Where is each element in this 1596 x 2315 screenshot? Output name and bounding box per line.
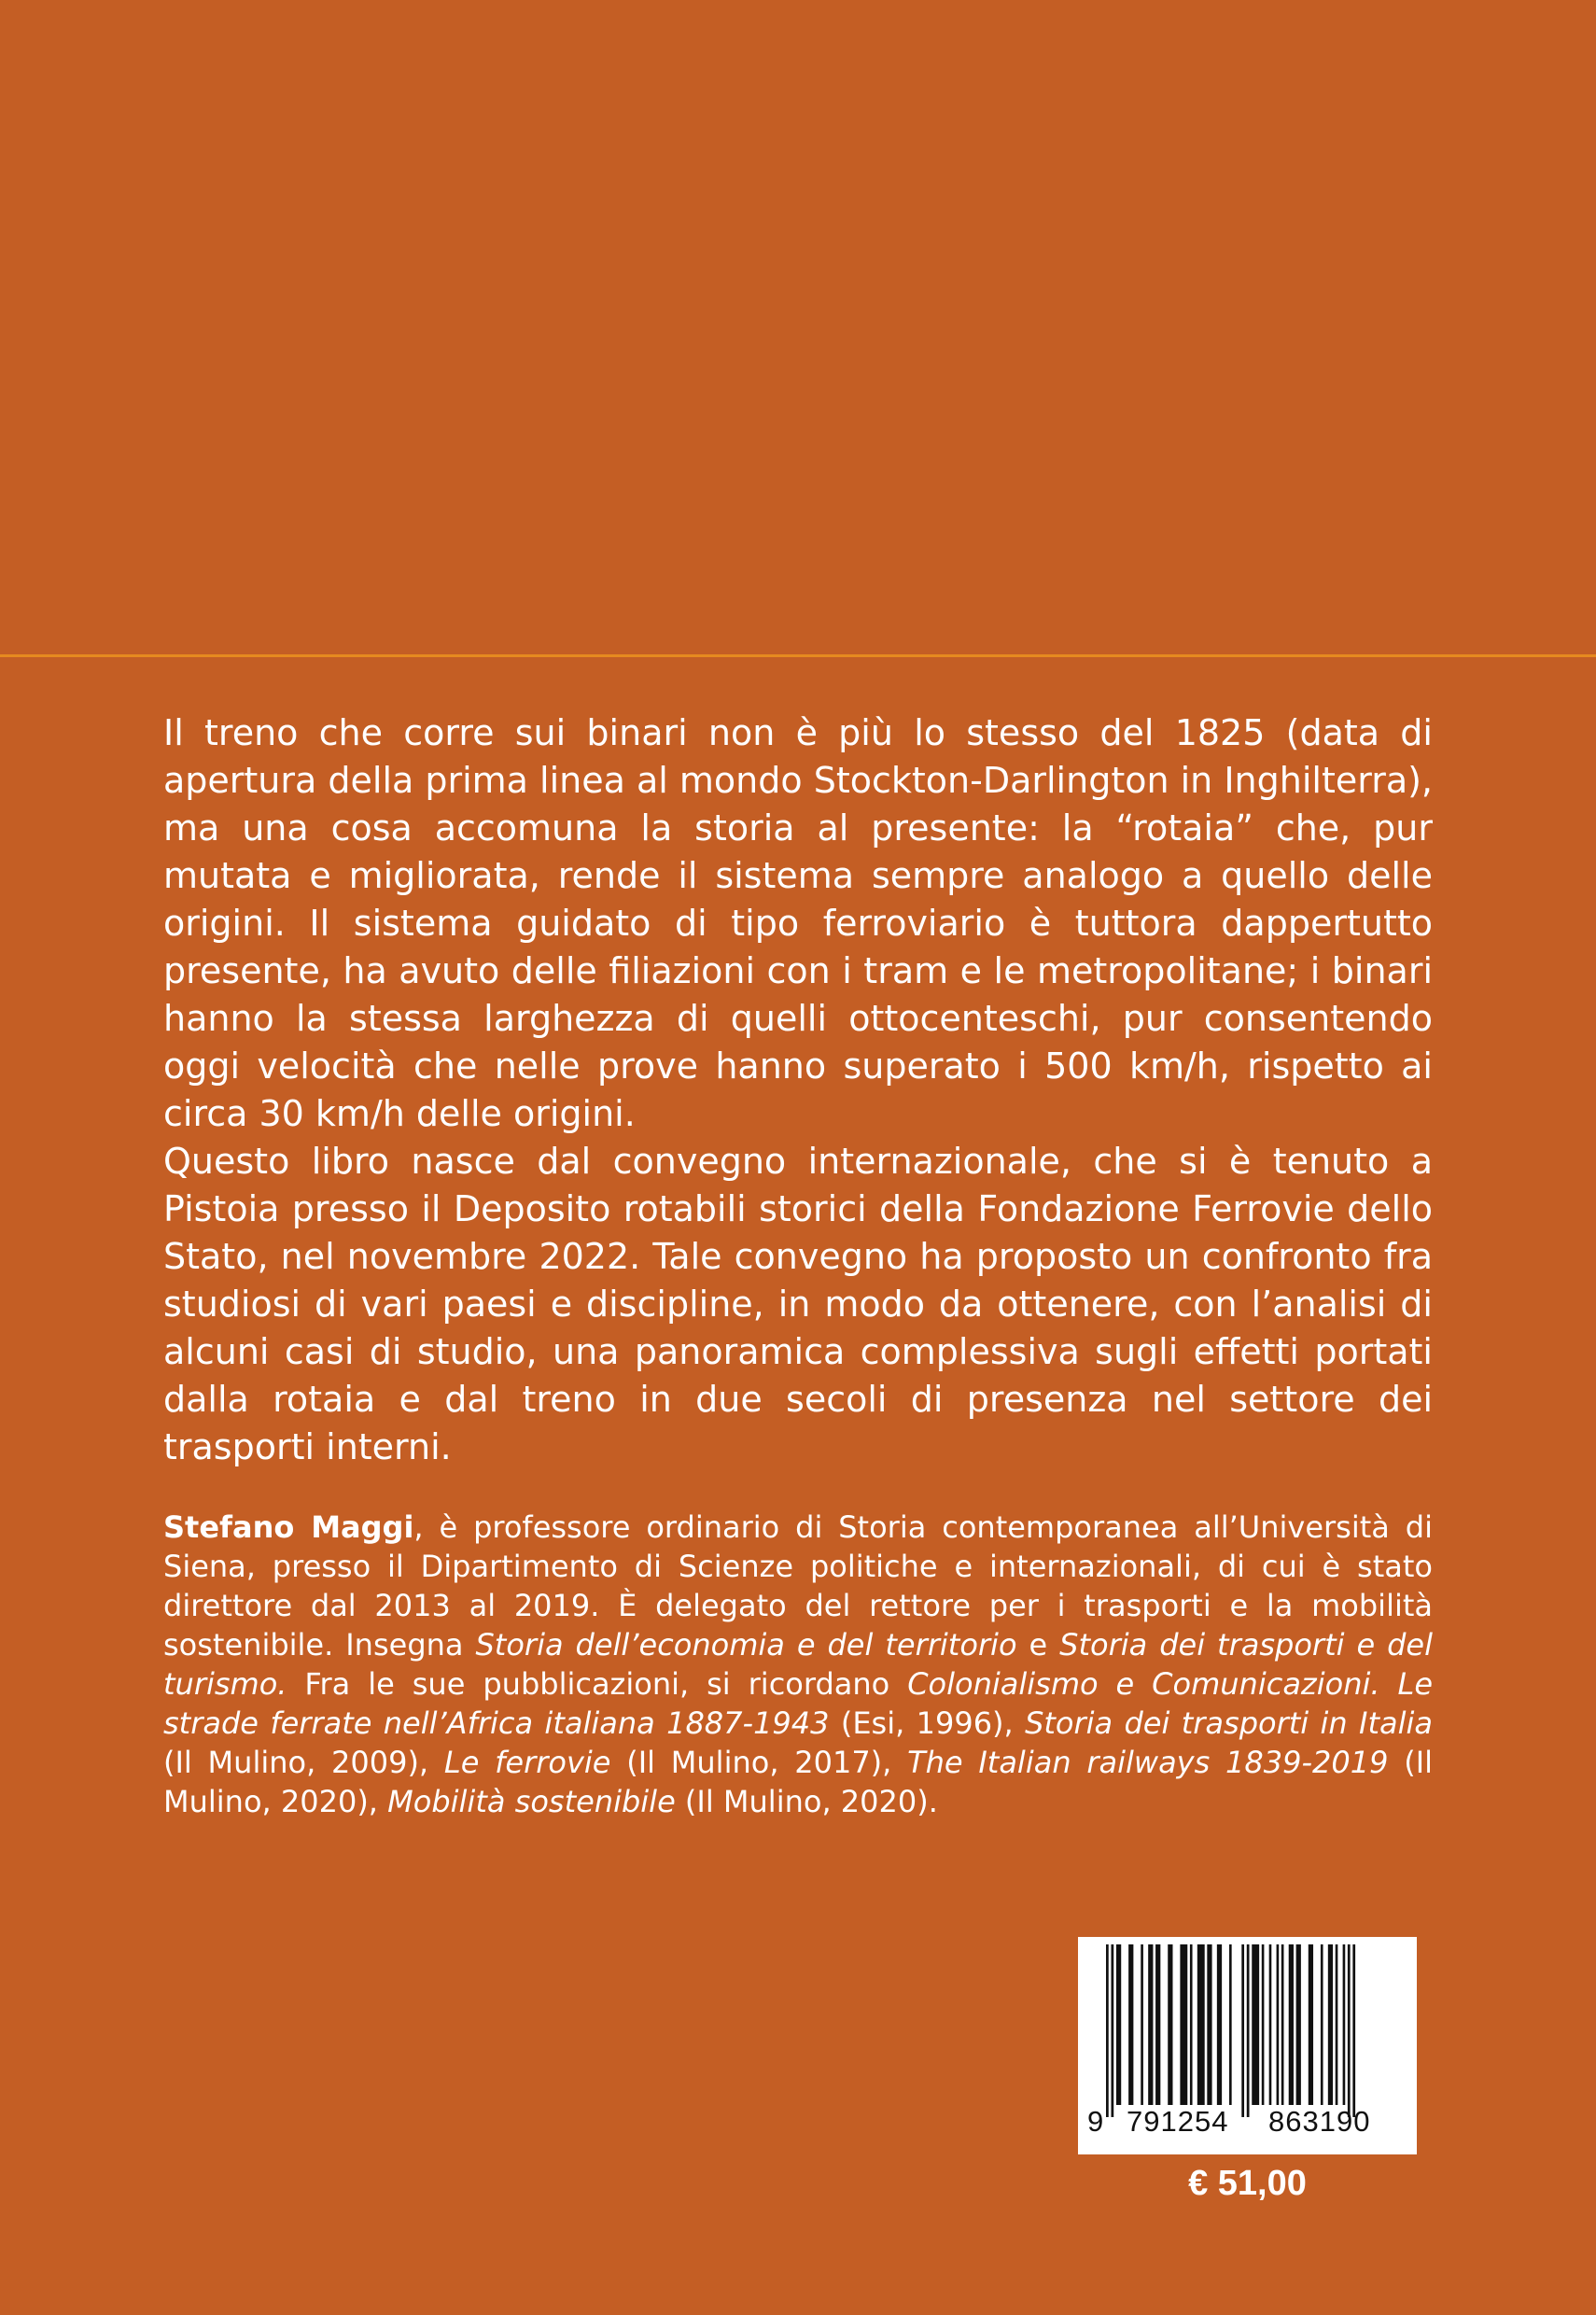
barcode-bar — [1197, 1944, 1205, 2105]
bio-text: (Il Mulino, 2020). — [675, 1784, 938, 1819]
barcode-bar — [1321, 1944, 1323, 2105]
barcode-bar — [1207, 1944, 1211, 2105]
barcode-bar — [1277, 1944, 1280, 2105]
isbn-digits-left: 791254 — [1127, 2105, 1229, 2138]
book-title: Le ferrovie — [443, 1745, 611, 1780]
book-title: Storia dei trasporti in Italia — [1025, 1705, 1434, 1741]
barcode-bar — [1348, 1944, 1351, 2117]
barcode-bar — [1262, 1944, 1265, 2105]
barcode-bar — [1247, 1944, 1250, 2117]
price: € 51,00 — [1188, 2164, 1307, 2203]
bio-text: (Esi, 1996), — [829, 1705, 1026, 1741]
barcode-bar — [1155, 1944, 1160, 2105]
blurb-text — [163, 709, 1433, 1471]
barcode-bar — [1269, 1944, 1272, 2105]
isbn-digit-first: 9 — [1087, 2105, 1105, 2138]
barcode-bar — [1111, 1944, 1113, 2117]
barcode-bar — [1352, 1944, 1355, 2117]
barcode-bar — [1217, 1944, 1222, 2105]
barcode-bar — [1343, 1944, 1346, 2105]
bio-text: e — [1016, 1627, 1060, 1663]
book-title: Colonialismo e Comunicazioni. Le strade ferrate nell’Africa italiana 1887-1943 — [163, 1666, 1434, 1741]
barcode-bar — [1190, 1944, 1193, 2105]
barcode-bar — [1141, 1944, 1143, 2105]
blurb-paragraph-1: Il treno che corre sui binari non è più lo stesso del 1825 (data di apertura della prima linea al mondo Stockton-Darlington in Inghilterra), ma una cosa accomuna la storia al presente: la “rotaia” che, pur mutata e migliorata, rende il sistema sempre analogo a quello delle origini. Il sistema guidato di tipo ferroviario è tuttora dappertutto presente, ha avuto delle filiazioni con i tram e le metropolitane; i binari hanno la stessa larghezza di quelli ottocenteschi, pur consentendo oggi velocità che nelle prove hanno superato i 500 km/h, rispetto ai circa 30 km/h delle origini. — [163, 712, 1434, 1134]
bio-text: (Il Mulino, 2009), — [163, 1745, 444, 1780]
barcode-bar — [1128, 1944, 1133, 2105]
barcode-bar — [1229, 1944, 1232, 2105]
isbn-digits-right: 863190 — [1268, 2105, 1371, 2138]
barcode-bar — [1281, 1944, 1284, 2105]
author-name: Stefano Maggi — [163, 1509, 414, 1545]
bio-text: (Il Mulino, 2020), — [163, 1745, 1434, 1819]
blurb-paragraph-2: Questo libro nasce dal convegno internazionale, che si è tenuto a Pistoia presso il Deposito rotabili storici della Fondazione Ferrovie dello Stato, nel novembre 2022. Tale convegno ha proposto un confronto fra studiosi di vari paesi e discipline, in modo da ottenere, con l’analisi di alcuni casi di studio, una panoramica complessiva sugli effetti portati dalla rotaia e dal treno in due secoli di presenza nel settore dei trasporti interni. — [163, 1141, 1433, 1467]
barcode-bar — [1252, 1944, 1259, 2105]
book-title: The Italian railways 1839-2019 — [907, 1745, 1389, 1780]
barcode-bar — [1289, 1944, 1294, 2105]
bio-text: Fra le sue pubblicazioni, si ricordano — [287, 1666, 908, 1702]
author-bio-paragraph — [163, 1508, 1433, 1821]
barcode-bar — [1116, 1944, 1121, 2105]
bio-text: , è professore ordinario di Storia contemporanea all’Università di Siena, presso il Dipartimento di Scienze politiche e internazionali, di cui è stato direttore dal 2013 al 2019. È delegato del rettore per i trasporti e la mobilità sostenibile. Insegna — [163, 1509, 1434, 1663]
barcode-bar — [1241, 1944, 1244, 2117]
barcode-bar — [1336, 1944, 1338, 2105]
divider-line — [0, 654, 1596, 657]
barcode-bar — [1106, 1944, 1109, 2117]
barcode-bar — [1328, 1944, 1333, 2105]
barcode-bar — [1309, 1944, 1313, 2105]
barcode-bar — [1168, 1944, 1172, 2105]
course-title: Storia dell’economia e del territorio — [475, 1627, 1017, 1663]
barcode-bar — [1296, 1944, 1301, 2105]
author-bio — [163, 1508, 1433, 1821]
book-title: Mobilità sostenibile — [387, 1784, 676, 1819]
barcode-bar — [1148, 1944, 1153, 2105]
barcode-bar — [1180, 1944, 1187, 2105]
isbn-barcode — [1078, 1937, 1417, 2154]
bio-text: (Il Mulino, 2017), — [610, 1745, 908, 1780]
course-title: Storia dei trasporti e del turismo. — [163, 1627, 1434, 1702]
